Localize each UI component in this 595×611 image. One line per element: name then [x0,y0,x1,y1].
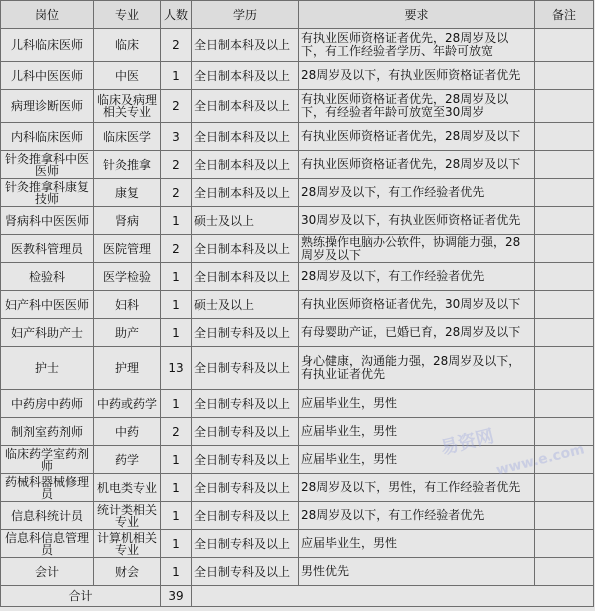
cell-note [535,123,594,151]
cell-req: 有执业医师资格证者优先，28周岁及以下，有经验者年龄可放宽至30周岁 [299,90,535,123]
cell-edu: 全日制本科及以上 [192,235,299,263]
cell-count: 1 [161,502,192,530]
cell-note [535,347,594,390]
cell-req: 应届毕业生，男性 [299,446,535,474]
cell-note [535,207,594,235]
cell-count: 2 [161,418,192,446]
table-row [1,123,594,151]
cell-edu: 全日制专科及以上 [192,390,299,418]
cell-major: 财会 [94,558,161,586]
cell-count: 2 [161,151,192,179]
cell-count: 3 [161,123,192,151]
cell-edu: 全日制本科及以上 [192,151,299,179]
header-education: 学历 [192,1,299,29]
cell-major: 临床医学 [94,123,161,151]
cell-req: 熟练操作电脑办公软件，协调能力强，28周岁及以下 [299,235,535,263]
total-count: 39 [161,586,192,607]
cell-edu: 全日制专科及以上 [192,502,299,530]
cell-major: 妇科 [94,291,161,319]
cell-position: 临床药学室药剂师 [1,446,94,474]
cell-note [535,235,594,263]
table-row [1,29,594,62]
cell-edu: 硕士及以上 [192,291,299,319]
cell-note [535,151,594,179]
cell-edu: 全日制专科及以上 [192,446,299,474]
table-row [1,418,594,446]
table-row [1,530,594,558]
cell-major: 护理 [94,347,161,390]
cell-major: 康复 [94,179,161,207]
cell-count: 13 [161,347,192,390]
cell-edu: 硕士及以上 [192,207,299,235]
cell-count: 1 [161,390,192,418]
cell-edu: 全日制专科及以上 [192,558,299,586]
cell-count: 1 [161,446,192,474]
table-header-row [1,1,594,29]
table-row [1,291,594,319]
cell-major: 肾病 [94,207,161,235]
cell-note [535,446,594,474]
cell-req: 应届毕业生，男性 [299,530,535,558]
table-row [1,151,594,179]
table-row [1,90,594,123]
total-label: 合计 [1,586,161,607]
cell-major: 助产 [94,319,161,347]
cell-position: 妇产科助产士 [1,319,94,347]
total-row [1,586,594,607]
cell-position: 中药房中药师 [1,390,94,418]
cell-edu: 全日制专科及以上 [192,530,299,558]
cell-position: 信息科统计员 [1,502,94,530]
cell-req: 有执业医师资格证者优先，30周岁及以下 [299,291,535,319]
cell-major: 临床 [94,29,161,62]
header-count: 人数 [161,1,192,29]
cell-count: 1 [161,530,192,558]
cell-note [535,418,594,446]
cell-note [535,62,594,90]
cell-position: 会计 [1,558,94,586]
cell-edu: 全日制专科及以上 [192,418,299,446]
cell-position: 药械科器械修理员 [1,474,94,502]
cell-note [535,558,594,586]
table-row [1,319,594,347]
cell-req: 有执业医师资格证者优先，28周岁及以下 [299,123,535,151]
cell-note [535,319,594,347]
cell-edu: 全日制本科及以上 [192,29,299,62]
cell-position: 信息科信息管理员 [1,530,94,558]
cell-count: 1 [161,558,192,586]
cell-position: 儿科中医医师 [1,62,94,90]
cell-note [535,90,594,123]
cell-major: 机电类专业 [94,474,161,502]
table-row [1,502,594,530]
cell-edu: 全日制本科及以上 [192,179,299,207]
cell-req: 28周岁及以下，男性，有工作经验者优先 [299,474,535,502]
table-row [1,347,594,390]
cell-position: 检验科 [1,263,94,291]
header-major: 专业 [94,1,161,29]
cell-note [535,390,594,418]
cell-position: 针灸推拿科康复技师 [1,179,94,207]
cell-position: 针灸推拿科中医医师 [1,151,94,179]
cell-count: 2 [161,235,192,263]
cell-major: 中药或药学 [94,390,161,418]
cell-note [535,474,594,502]
watermark-text: 易资网 [438,425,497,460]
cell-position: 内科临床医师 [1,123,94,151]
cell-major: 计算机相关专业 [94,530,161,558]
cell-edu: 全日制本科及以上 [192,263,299,291]
header-position: 岗位 [1,1,94,29]
cell-position: 儿科临床医师 [1,29,94,62]
cell-count: 1 [161,319,192,347]
total-empty [192,586,594,607]
cell-major: 药学 [94,446,161,474]
cell-req: 身心健康，沟通能力强，28周岁及以下，有执业证者优先 [299,347,535,390]
cell-position: 医教科管理员 [1,235,94,263]
cell-count: 1 [161,263,192,291]
cell-major: 临床及病理相关专业 [94,90,161,123]
table-row [1,474,594,502]
cell-req: 30周岁及以下，有执业医师资格证者优先 [299,207,535,235]
cell-count: 1 [161,62,192,90]
cell-req: 28周岁及以下，有工作经验者优先 [299,263,535,291]
table-row [1,446,594,474]
cell-req: 28周岁及以下，有执业医师资格证者优先 [299,62,535,90]
header-requirements: 要求 [299,1,535,29]
cell-edu: 全日制专科及以上 [192,347,299,390]
cell-major: 医院管理 [94,235,161,263]
cell-note [535,29,594,62]
cell-req: 男性优先 [299,558,535,586]
cell-count: 1 [161,291,192,319]
cell-note [535,179,594,207]
cell-position: 妇产科中医医师 [1,291,94,319]
cell-count: 2 [161,179,192,207]
cell-position: 护士 [1,347,94,390]
watermark-url: www.e.com [494,441,587,479]
cell-note [535,263,594,291]
table-body [1,29,594,607]
cell-edu: 全日制本科及以上 [192,90,299,123]
table-row [1,179,594,207]
cell-edu: 全日制专科及以上 [192,474,299,502]
cell-count: 2 [161,90,192,123]
cell-edu: 全日制本科及以上 [192,123,299,151]
header-notes: 备注 [535,1,594,29]
cell-req: 应届毕业生，男性 [299,390,535,418]
table-row [1,390,594,418]
cell-major: 针灸推拿 [94,151,161,179]
cell-position: 制剂室药剂师 [1,418,94,446]
cell-req: 有母婴助产证，已婚已育，28周岁及以下 [299,319,535,347]
cell-position: 肾病科中医医师 [1,207,94,235]
cell-req: 有执业医师资格证者优先，28周岁及以下，有工作经验者学历、年龄可放宽 [299,29,535,62]
table-row [1,62,594,90]
cell-edu: 全日制本科及以上 [192,62,299,90]
cell-edu: 全日制专科及以上 [192,319,299,347]
cell-major: 中药 [94,418,161,446]
cell-major: 中医 [94,62,161,90]
table-row [1,263,594,291]
cell-count: 2 [161,29,192,62]
table-row [1,235,594,263]
cell-req: 28周岁及以下，有工作经验者优先 [299,179,535,207]
cell-count: 1 [161,474,192,502]
cell-major: 医学检验 [94,263,161,291]
cell-req: 有执业医师资格证者优先，28周岁及以下 [299,151,535,179]
cell-count: 1 [161,207,192,235]
table-row [1,207,594,235]
cell-note [535,502,594,530]
table-row [1,558,594,586]
cell-req: 应届毕业生，男性 [299,418,535,446]
cell-major: 统计类相关专业 [94,502,161,530]
cell-note [535,530,594,558]
cell-req: 28周岁及以下，有工作经验者优先 [299,502,535,530]
cell-position: 病理诊断医师 [1,90,94,123]
cell-note [535,291,594,319]
